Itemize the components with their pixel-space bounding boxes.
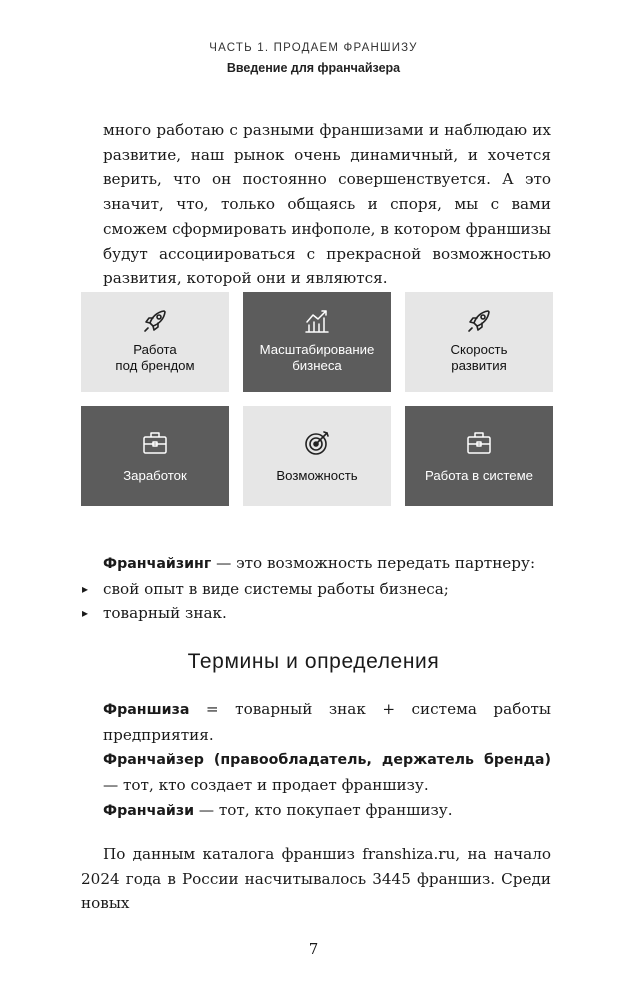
triangle-bullet-icon: ▸ [82, 606, 89, 621]
franchising-definition [81, 551, 551, 626]
tile-label-line: Возможность [276, 468, 358, 483]
tile-label-line: Масштабирование [259, 342, 375, 357]
closing-paragraph: По данным каталога франшиз franshiza.ru, на начало 2024 года в России насчитывалось 3445 франшиз. Среди новых [81, 845, 551, 913]
triangle-bullet-icon: ▸ [82, 581, 89, 596]
tile-brand-work [81, 292, 229, 392]
franchising-text: — это возможность передать партнеру: [211, 554, 536, 572]
tile-label-line: под брендом [115, 358, 195, 373]
list-item-text: свой опыт в виде системы работы бизнеса; [103, 579, 449, 598]
tile-label-line: бизнеса [292, 358, 342, 373]
tile-label-line: Работа в системе [424, 468, 534, 483]
term-definition: — тот, кто создает и продает франшизу. [103, 776, 429, 795]
briefcase-icon [464, 428, 494, 458]
intro-paragraph: много работаю с разными франшизами и наблюдаю их развитие, наш рынок очень динамичный, и хочется верить, что он постоянно совершенствуется. А это значит, что, только общаясь и споря, мы с вами сможем сформировать инфополе, в котором франшизы будут ассоциироваться с прекрасной возможностью развития, которой они и являются. [103, 121, 551, 288]
running-head-section: Введение для франчайзера [226, 61, 401, 75]
term-name: Франчайзи [103, 802, 195, 819]
rocket-icon [140, 306, 170, 336]
list-item-text: товарный знак. [103, 604, 227, 623]
term-definition: = товарный знак + система работы предприятия. [103, 700, 551, 744]
tile-opportunity [243, 406, 391, 506]
term-item [81, 747, 551, 797]
tile-label-line: Заработок [123, 468, 187, 483]
terms-list [81, 697, 551, 824]
list-item [81, 577, 551, 602]
franchising-term: Франчайзинг [103, 556, 212, 572]
tile-label-line: Скорость [450, 342, 508, 357]
benefits-grid [81, 292, 553, 506]
term-name: Франчайзер (правообладатель, держатель бренда) [103, 752, 551, 769]
franchising-line [81, 551, 551, 577]
tile-system-work [405, 406, 553, 506]
tile-business-scaling [243, 292, 391, 392]
growth-chart-icon [302, 306, 332, 336]
rocket-icon [464, 306, 494, 336]
term-definition: — тот, кто покупает франшизу. [194, 800, 453, 819]
term-name: Франшиза [103, 702, 190, 718]
running-head-part: ЧАСТЬ 1. ПРОДАЕМ ФРАНШИЗУ [209, 42, 418, 54]
page-number: 7 [308, 940, 319, 958]
tile-growth-speed [405, 292, 553, 392]
list-item [81, 601, 551, 626]
term-item [81, 798, 551, 824]
term-item [81, 697, 551, 747]
tile-label-line: Работа [133, 342, 177, 357]
tile-earnings [81, 406, 229, 506]
briefcase-icon [140, 428, 170, 458]
tile-label-line: развития [451, 358, 507, 373]
section-heading: Термины и определения [187, 650, 440, 673]
target-icon [302, 428, 332, 458]
